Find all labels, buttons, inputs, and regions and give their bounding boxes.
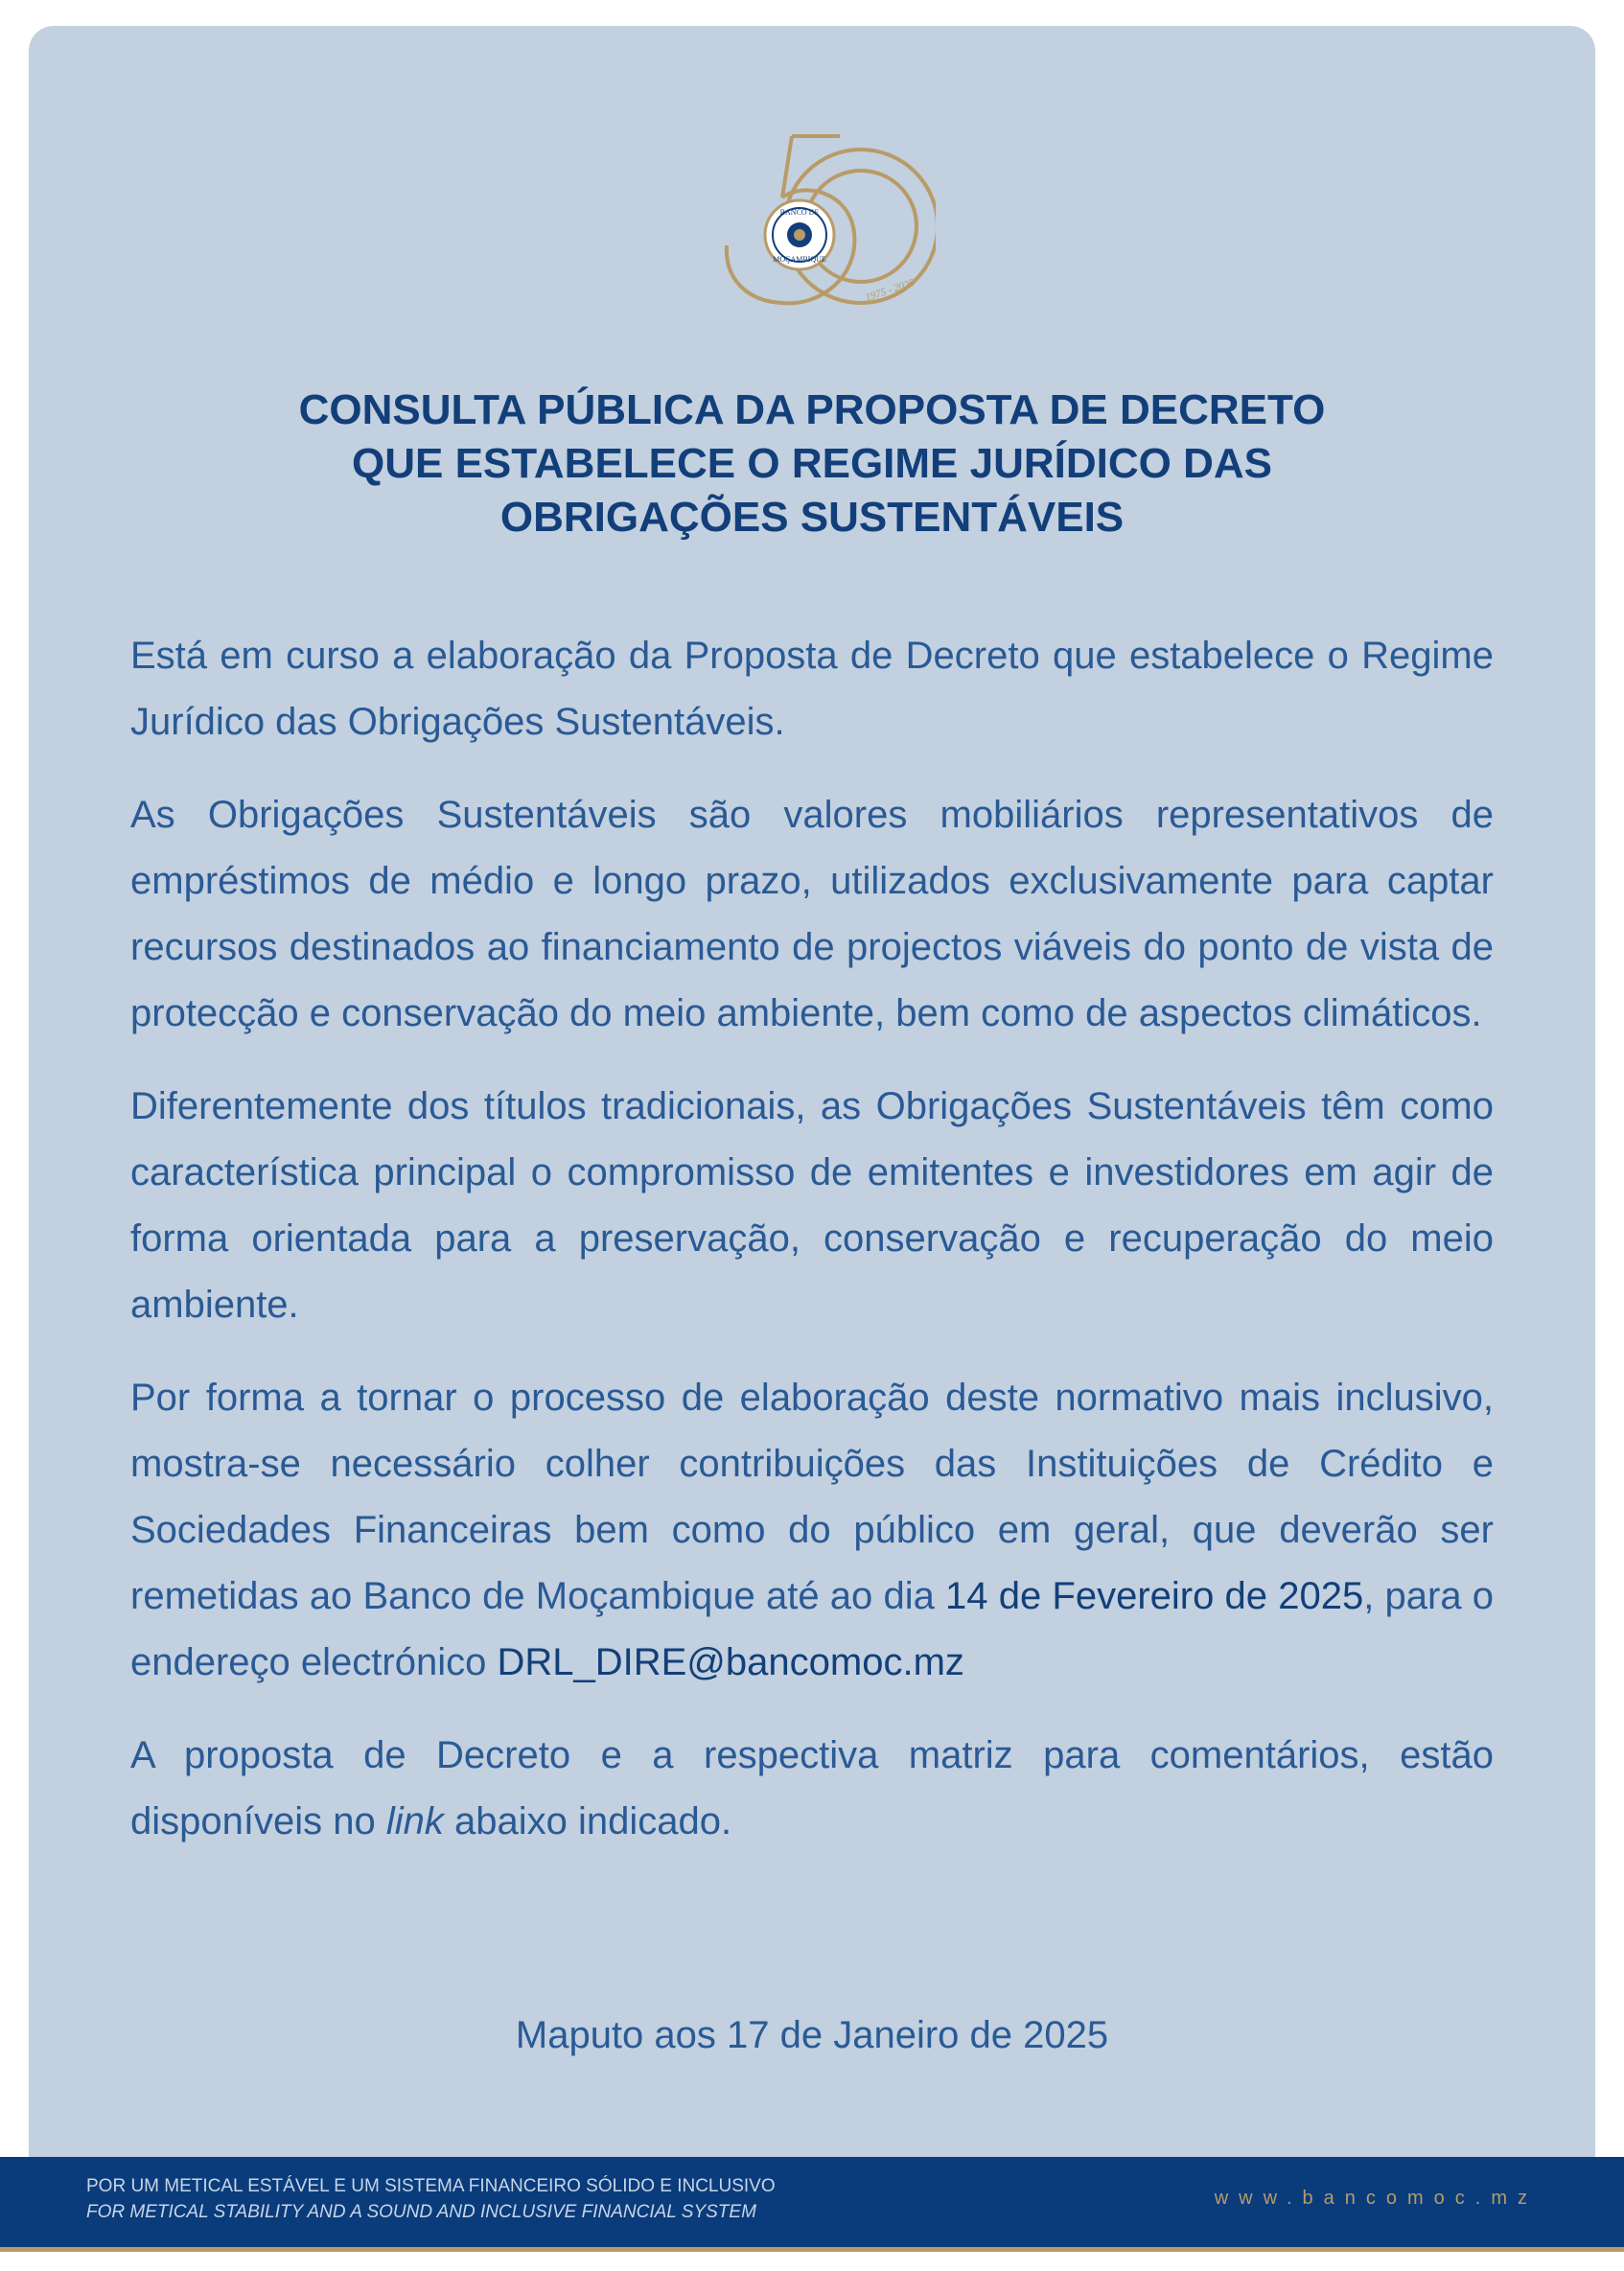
footer-website-link[interactable]: www.bancomoc.mz: [1214, 2188, 1538, 2209]
svg-text:BANCO DE: BANCO DE: [779, 208, 820, 217]
footer-motto-pt: POR UM METICAL ESTÁVEL E UM SISTEMA FINANCEIRO SÓLIDO E INCLUSIVO: [86, 2176, 776, 2196]
title-line-2: QUE ESTABELECE O REGIME JURÍDICO DAS: [352, 440, 1272, 487]
footer-bar: [0, 2157, 1624, 2247]
paragraph-definition: As Obrigações Sustentáveis são valores mobiliários representativos de empréstimos de médio e longo prazo, utilizados exclusivamente para captar recursos destinados ao financiamento de projectos viáveis do ponto de vista de protecção e conservação do meio ambiente, bem como de aspectos climáticos.: [130, 794, 1494, 1034]
contributions-text: Por forma a tornar o processo de elaboração deste normativo mais inclusivo, mostra-se necessário colher contribuições das Instituições de Crédito e Sociedades Financeiras bem como do público em geral, que deverão ser remetidas ao Banco de Moçambique até ao dia: [130, 1377, 1494, 1617]
title-line-3: OBRIGAÇÕES SUSTENTÁVEIS: [499, 494, 1125, 541]
deadline-date: 14 de Fevereiro de 2025: [945, 1575, 1364, 1617]
paragraph-availability: [130, 1723, 1494, 1855]
svg-text:MOÇAMBIQUE: MOÇAMBIQUE: [773, 255, 826, 264]
footer-motto-en: FOR METICAL STABILITY AND A SOUND AND INCLUSIVE FINANCIAL SYSTEM: [86, 2202, 756, 2222]
availability-text-2: abaixo indicado.: [443, 1800, 732, 1842]
paragraph-characteristics: Diferentemente dos títulos tradicionais, as Obrigações Sustentáveis têm como característica principal o compromisso de emitentes e investidores em agir de forma orientada para a preservação, conservação e recuperação do meio ambiente.: [130, 1085, 1494, 1326]
paragraph-intro: Está em curso a elaboração da Proposta de Decreto que estabelece o Regime Jurídico das Obrigações Sustentáveis.: [130, 635, 1494, 743]
contributions-text-2: , para o endereço electrónico: [130, 1575, 1494, 1683]
page-title: [125, 383, 1499, 545]
paragraph-contributions: [130, 1365, 1494, 1696]
closing-date-line: Maputo aos 17 de Janeiro de 2025: [515, 2014, 1109, 2056]
banco-de-mocambique-50-anos-logo: [686, 123, 936, 314]
availability-text: A proposta de Decreto e a respectiva matriz para comentários, estão disponíveis no: [130, 1734, 1494, 1842]
title-line-1: CONSULTA PÚBLICA DA PROPOSTA DE DECRETO: [298, 386, 1326, 433]
footer-gold-line: [0, 2247, 1624, 2252]
link-word: link: [385, 1800, 444, 1842]
notice-body: [130, 623, 1494, 1882]
svg-text:1975 - 2025: 1975 - 2025: [864, 277, 916, 304]
contact-email-link[interactable]: DRL_DIRE@bancomoc.mz: [497, 1641, 964, 1683]
